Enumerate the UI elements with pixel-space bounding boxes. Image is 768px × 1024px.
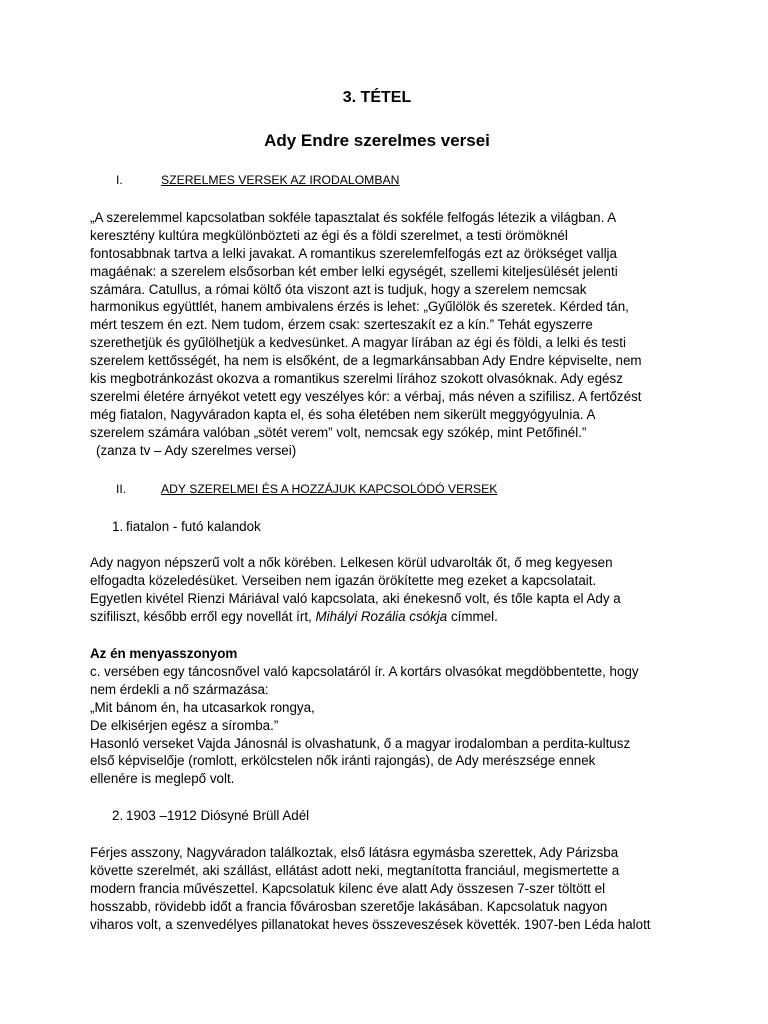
item-number: 2. [112,808,124,824]
text-line: Férjes asszony, Nagyváradon találkoztak, első látásra egymásba szerettek, Ady Párizsba [90,845,619,861]
text-line: mért teszem én ezt. Nem tudom, érzem csak: szerteszakít ez a kín.” Tehát egyszerre [90,317,593,333]
text-segment: címmel. [447,609,498,625]
text-line: keresztény kultúra megkülönbözteti az égi és a földi szerelmet, a testi örömöknél [90,227,568,243]
text-line: c. versében egy táncosnővel való kapcsolatáról ír. A kortárs olvasókat megdöbbentette, hogy [90,663,639,679]
text-line: harmonikus együttlét, hanem ambivalens érzés is lehet: „Gyűlölök és szeretek. Kérded tán, [90,299,629,315]
text-line: kis megbotránkozást okozva a romantikus szerelmi lírához szokott olvasóknak. Ady egész [90,371,623,387]
poem-title: Az én menyasszonyom [90,646,238,662]
novel-title: Mihályi Rozália csókja [315,609,448,625]
text-line: első képviselője (romlott, erkölcstelen nők iránti rajongás), de Ady merészsége ennek [90,753,596,769]
text-line: szerelem kettősségét, ha nem is elsőként, de a legmarkánsabban Ady Endre képviselte, nem [90,353,642,369]
text-line: Hasonló verseket Vajda Jánosnál is olvashatunk, ő a magyar irodalomban a perdita-kultusz [90,735,631,751]
text-line: hosszabb, rövidebb időt a francia fővárosban szeretője lakásában. Kapcsolatuk nagyon [90,898,608,914]
thesis-heading: 3. TÉTEL [342,89,412,106]
text-line [90,608,664,626]
text-line: „A szerelemmel kapcsolatban sokféle tapasztalat és sokféle felfogás létezik a világban. A [90,209,617,225]
text-line: magáénak: a szerelem elsősorban két ember lelki egységét, szellemi kiteljesülését jelenti [90,263,618,279]
section-heading-1 [90,172,664,190]
text-line: szerelem számára valóban „sötét verem” volt, nemcsak egy szókép, mint Petőfinél.” [90,424,587,440]
text-line: követte szerelmét, aki szállást, ellátást adott neki, megtanította franciául, megismertette a [90,863,620,879]
section-title: ADY SZERELMEI ÉS A HOZZÁJUK KAPCSOLÓDÓ VERSEK [161,481,498,496]
document-title: Ady Endre szerelmes versei [264,131,490,150]
item-title: fiatalon - futó kalandok [126,518,261,534]
quote-paragraph [90,209,664,460]
text-line: modern francia művészettel. Kapcsolatuk kilenc éve alatt Ady összesen 7-szer töltött el [90,881,606,896]
text-line: fontosabbnak tartva a lelki javakat. A romantikus szerelemfelfogás ezt az örökséget vallja [90,245,617,261]
text-line: ellenére is meglepő volt. [90,771,235,787]
quote-source: (zanza tv – Ady szerelmes versei) [96,442,297,458]
text-line: Egyetlen kivétel Rienzi Máriával való kapcsolata, aki énekesnő volt, és tőle kapta el Ady a [90,591,621,607]
numbered-item-1 [90,518,664,536]
document-body [90,88,664,934]
numbered-item-2 [90,807,664,825]
poem-quote-line: De elkisérjen egész a síromba.” [90,717,279,733]
text-line: szerethetjük és gyűlölhetjük a kedvesünket. A magyar lírában az égi és földi, a lelki és testi [90,335,626,351]
text-line: Ady nagyon népszerű volt a nők körében. Lelkesen körül udvarolták őt, ő meg kegyesen [90,555,613,571]
paragraph-early-affairs [90,554,664,626]
section-number: II. [116,481,127,496]
item-title: 1903 –1912 Diósyné Brüll Adél [126,808,310,824]
item-number: 1. [112,518,124,534]
text-line: számára. Catullus, a római költő óta viszont azt is tudjuk, hogy a szerelem nemcsak [90,281,587,297]
text-line: még fiatalon, Nagyváradon kapta el, és soha életében nem sikerült meggyógyulnia. A [90,406,596,422]
section-title: SZERELMES VERSEK AZ IRODALOMBAN [161,173,400,187]
section-number: I. [116,173,123,187]
text-line: nem érdekli a nő származása: [90,681,269,697]
text-line: elfogadta közeledésüket. Verseiben nem igazán örökítette meg ezeket a kapcsolatait. [90,573,597,589]
paragraph-poem [90,645,664,788]
text-segment: szifiliszt, később erről egy novellát írt, [90,609,316,625]
text-line: szerelmi életére árnyékot vetett egy veszélyes kór: a vérbaj, más néven a szifilisz. A fertőzést [90,388,642,404]
section-heading-2 [90,481,664,499]
text-line: viharos volt, a szenvedélyes pillanatokat heves összeveszések követték. 1907-ben Léda halott [90,916,651,932]
paragraph-leda [90,844,664,934]
poem-quote-line: „Mit bánom én, ha utcasarkok rongya, [90,699,315,715]
